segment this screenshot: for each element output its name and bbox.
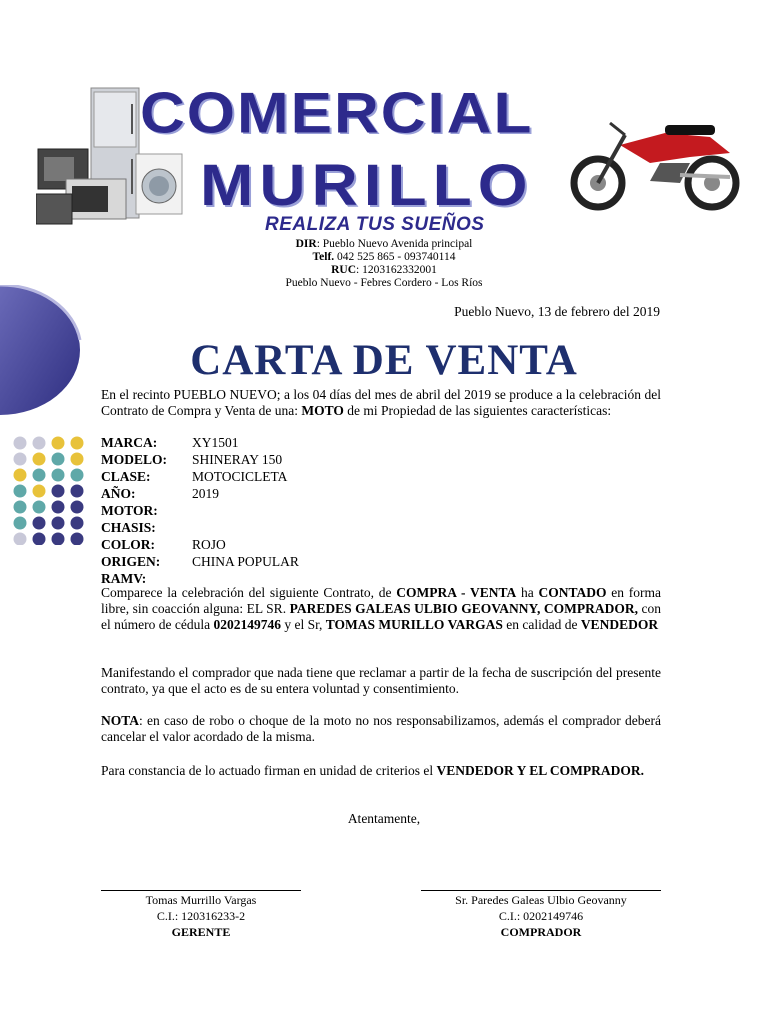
spec-value: ROJO: [192, 537, 226, 552]
decorative-dot: [33, 437, 46, 450]
spec-label: CLASE:: [101, 469, 151, 484]
manifest-paragraph: Manifestando el comprador que nada tiene que reclamar a partir de la fecha de suscripción del presente contrato, ya que el acto es de su entera voluntad y consentimiento.: [101, 665, 661, 696]
spec-label-text: CHASIS: [101, 520, 152, 535]
spec-label-text: RAMV: [101, 571, 142, 586]
closing-text: Atentamente,: [347, 811, 421, 826]
nota-label: NOTA: [101, 713, 140, 728]
document-date: Pueblo Nuevo, 13 de febrero del 2019: [454, 304, 660, 319]
decorative-dot: [14, 501, 27, 514]
spec-value: 2019: [192, 486, 219, 501]
nota-paragraph: [101, 713, 661, 745]
spec-label-text: COLOR: [101, 537, 151, 552]
decorative-dot: [71, 485, 84, 498]
buyer-signature-block: [421, 892, 661, 940]
decorative-dot: [14, 453, 27, 466]
contact-address: [0, 238, 768, 252]
decorative-dot: [52, 453, 65, 466]
spec-label-text: MOTOR: [101, 503, 154, 518]
spec-label: AÑO:: [101, 486, 136, 501]
constancia-text: Para constancia de lo actuado firman en unidad de criterios el: [101, 763, 437, 778]
decorative-dot: [33, 485, 46, 498]
contract-text: con el número de cédula: [101, 601, 661, 632]
intro-text-2: de mi Propiedad de las siguientes características:: [343, 403, 612, 418]
intro-bold-moto: MOTO: [301, 403, 344, 418]
spec-label-text: MARCA: [101, 435, 153, 450]
decorative-dot: [52, 469, 65, 482]
decorative-dot: [33, 501, 46, 514]
seller-role-bold: VENDEDOR: [580, 617, 659, 632]
decorative-dot: [52, 517, 65, 530]
spec-value: MOTOCICLETA: [192, 469, 288, 484]
constancia-bold: VENDEDOR Y EL COMPRADOR.: [436, 763, 645, 778]
spec-label: COLOR:: [101, 537, 156, 552]
spec-row-motor: [101, 502, 299, 519]
motorcycle-icon: [570, 105, 745, 215]
spec-label: RAMV:: [101, 571, 147, 586]
seller-ci: C.I.: 120316233-2: [156, 909, 246, 923]
contract-text: ha: [516, 585, 539, 600]
decorative-dot: [71, 453, 84, 466]
brand-name-line1: COMERCIAL: [140, 81, 534, 146]
buyer-name-bold: PAREDES GALEAS ULBIO GEOVANNY, COMPRADOR,: [289, 601, 638, 616]
decorative-dot: [33, 517, 46, 530]
decorative-sidebar: [0, 285, 100, 545]
spec-label: MOTOR:: [101, 503, 158, 518]
tel-value: 042 525 865 - 093740114: [334, 251, 456, 263]
spec-value: XY1501: [192, 435, 239, 450]
spec-label: MARCA:: [101, 435, 158, 450]
contact-location: Pueblo Nuevo - Febres Cordero - Los Ríos: [285, 277, 483, 289]
contract-bold: COMPRA - VENTA: [396, 585, 517, 600]
spec-row-modelo: [101, 451, 299, 468]
contract-text: en forma libre, sin coacción alguna: EL SR.: [101, 585, 662, 616]
decorative-dot: [71, 469, 84, 482]
decorative-dot: [14, 469, 27, 482]
spec-label-text: CLASE: [101, 469, 147, 484]
intro-text-1: En el recinto PUEBLO NUEVO; a los 04 días del mes de abril del 2019 se produce a la celebración del Contrato de Compra y Venta de una:: [101, 387, 661, 418]
contract-bold: CONTADO: [538, 585, 607, 600]
seller-signature-block: [101, 892, 301, 940]
spec-label-text: MODELO: [101, 452, 163, 467]
spec-value: CHINA POPULAR: [192, 554, 299, 569]
ruc-label: RUC: [331, 264, 357, 276]
decorative-dot: [33, 533, 46, 546]
spec-row-clase: [101, 468, 299, 485]
dir-value: : Pueblo Nuevo Avenida principal: [316, 238, 473, 250]
dir-label: DIR: [295, 238, 317, 250]
ruc-value: : 1203162332001: [356, 264, 437, 276]
header-banner: [0, 70, 768, 240]
decorative-dot: [52, 533, 65, 546]
buyer-name: Sr. Paredes Galeas Ulbio Geovanny: [455, 893, 627, 907]
decorative-dot: [52, 437, 65, 450]
decorative-dot: [71, 517, 84, 530]
buyer-ci: C.I.: 0202149746: [498, 909, 584, 923]
decorative-dot: [33, 469, 46, 482]
spec-row-origen: [101, 553, 299, 570]
intro-paragraph: [101, 387, 661, 419]
nota-text: : en caso de robo o choque de la moto no nos responsabilizamos, además el comprador deberá cancelar el valor acordado de la misma.: [101, 713, 661, 744]
contract-text: y el Sr,: [280, 617, 326, 632]
buyer-id-bold: 0202149746: [213, 617, 281, 632]
decorative-dot: [14, 517, 27, 530]
constancia-paragraph: [101, 763, 661, 779]
decorative-dot: [14, 533, 27, 546]
seller-name: Tomas Murrillo Vargas: [145, 893, 257, 907]
vehicle-specs: [101, 434, 299, 587]
spec-label: MODELO:: [101, 452, 168, 467]
contract-text: en calidad de: [502, 617, 581, 632]
contact-ruc: [0, 264, 768, 278]
brand-slogan: REALIZA TUS SUEÑOS: [265, 214, 485, 235]
decorative-dot: [14, 485, 27, 498]
contact-phone: [0, 251, 768, 265]
spec-label: ORIGEN:: [101, 554, 161, 569]
seller-name-bold: TOMAS MURILLO VARGAS: [325, 617, 503, 632]
page-title: CARTA DE VENTA: [190, 337, 578, 384]
contract-text: Comparece la celebración del siguiente Contrato, de: [101, 585, 397, 600]
spec-value: SHINERAY 150: [192, 452, 283, 467]
tel-label: Telf.: [312, 251, 335, 263]
spec-row-anio: [101, 485, 299, 502]
spec-label-text: ORIGEN: [101, 554, 156, 569]
decorative-dot: [71, 501, 84, 514]
buyer-signature-line: [421, 890, 661, 891]
spec-row-chasis: [101, 519, 299, 536]
seller-signature-line: [101, 890, 301, 891]
decorative-dot: [33, 453, 46, 466]
spec-label: CHASIS:: [101, 520, 156, 535]
spec-label-text: AÑO: [101, 486, 131, 501]
decorative-dot: [71, 437, 84, 450]
seller-role: GERENTE: [171, 925, 231, 939]
spec-row-color: [101, 536, 299, 553]
decorative-dot: [71, 533, 84, 546]
brand-name-line2: MURILLO: [200, 151, 534, 219]
buyer-role: COMPRADOR: [500, 925, 582, 939]
decorative-circle-dots-icon: [0, 285, 100, 545]
decorative-dot: [14, 437, 27, 450]
spec-row-marca: [101, 434, 299, 451]
decorative-dot: [52, 501, 65, 514]
decorative-dot: [52, 485, 65, 498]
contract-paragraph: [101, 585, 661, 633]
